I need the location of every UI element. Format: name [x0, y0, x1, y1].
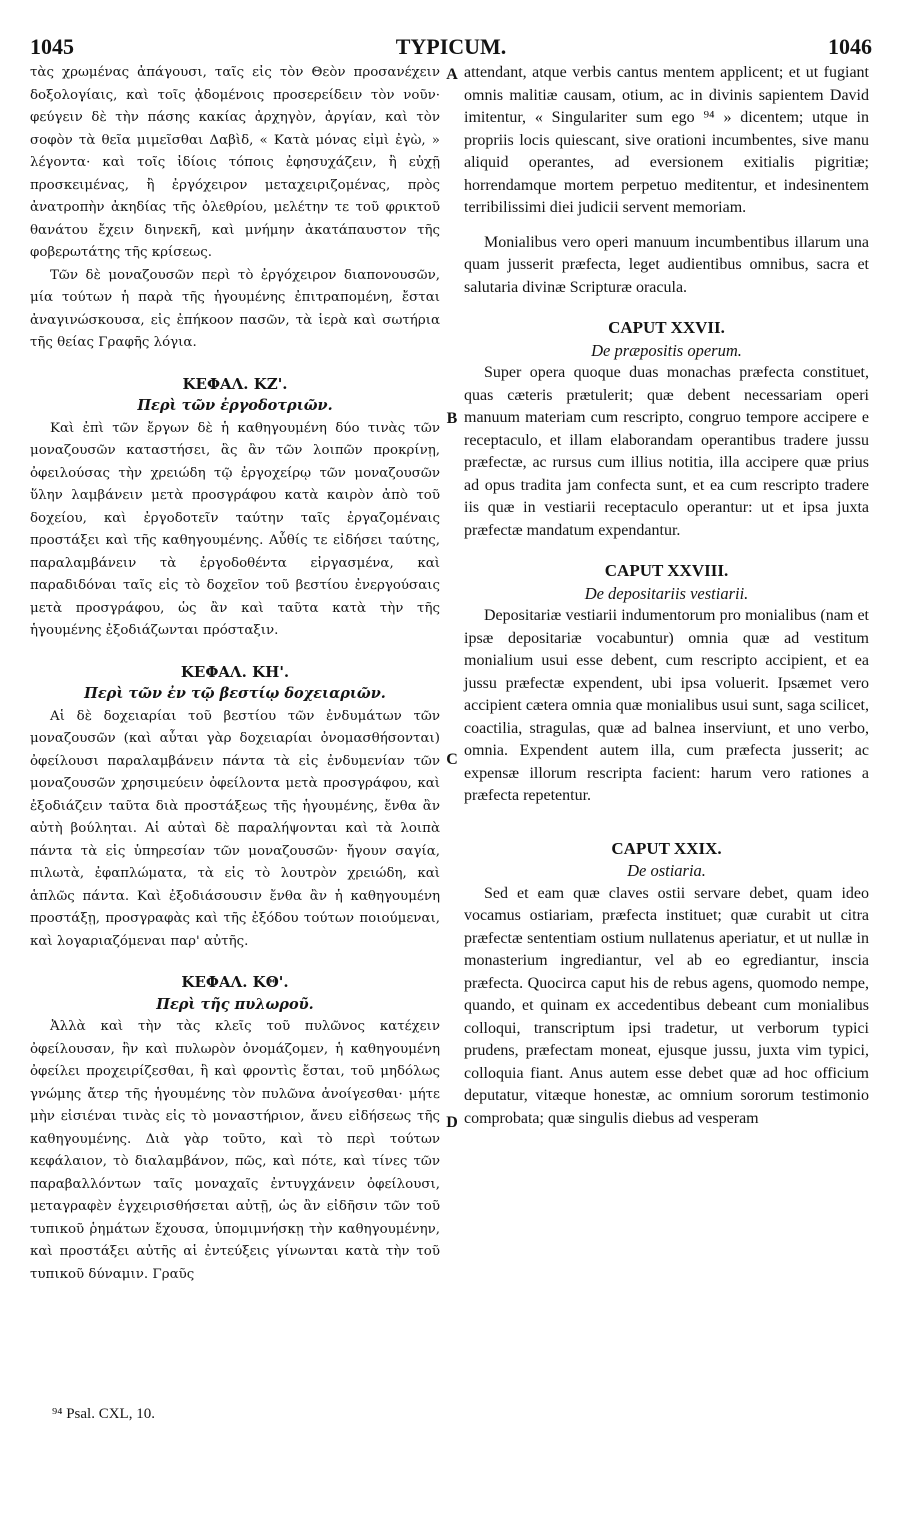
latin-paragraph: Monialibus vero operi manuum incumbentibus illarum una quam jusserit præfecta, leget audientibus omnibus, sacra et salutaria divinæ Scripturæ oracula.: [464, 233, 869, 296]
greek-paragraph: Τῶν δὲ μοναζουσῶν περὶ τὸ ἐργόχειρον διαπονουσῶν, μία τούτων ἡ παρὰ τῆς ἡγουμένης ἐπιτραπομένη, ἔσται ἀναγινώσκουσα, εἰς ἐπήκοον πασῶν, τὰ ἱερὰ καὶ σωτήρια τῆς θείας Γραφῆς λόγια.: [30, 267, 440, 350]
page-number-left: 1045: [30, 34, 74, 59]
latin-paragraph: attendant, atque verbis cantus mentem applicent; et ut fugiant omnis malitiæ causam, otium, ac in divinis sapientem David imitentur, « Singulariter sum ego ⁹⁴ » dicentem; utque in propriis locis quiescant, sive orationi incumbentes, sive manu aliquid operantes, ad eversionem exitialis pigritiæ; horrendamque mortem perpetuo meditentur, et indesinentem terribilissimi diei judicii servent memoriam.: [464, 64, 869, 216]
running-header: [30, 30, 872, 60]
greek-chapter-subtitle: Περὶ τῶν ἐν τῷ βεστίῳ δοχειαριῶν.: [84, 685, 386, 702]
margin-marker: D: [446, 1114, 458, 1131]
latin-paragraph: Super opera quoque duas monachas præfecta constituet, quas cæteris prætulerit; quæ debent necessariam operi manuum materiam cum rescripto, congruo tempore accipere e receptaculo, et illam elaborandam operantibus tradere jussu præfectæ, ac rursus cum illius notitia, illa accipere quæ prius ad opus tradita jam confecta sunt, et ea cum rescripto tradere iis quæ in vestiarii receptaculo operantur: ut et ipsa juxta præfectæ mandatum expendantur.: [464, 364, 869, 539]
greek-paragraph: Καὶ ἐπὶ τῶν ἔργων δὲ ἡ καθηγουμένη δύο τινὰς τῶν μοναζουσῶν καταστήσει, ἃς ἂν τῶν λοιπῶν προκρίνῃ, ὀφειλούσας τὴν χρειώδη τῷ ἐργοχείρῳ τῶν μοναζουσῶν ὕλην λαμβάνειν μετὰ προσγράφου κατὰ καιρὸν ἀπὸ τοῦ δοχείου, καὶ ἐργοδοτεῖν ταύτην ταῖς ἐργαζομέναις προστάξει καὶ τῆς καθηγουμένης. Αὖθίς τε εἰδήσει ταύτης, παραλαμβάνειν τὰ ἐργοδοθέντα εἰργασμένα, καὶ παραδιδόναι ταῖς εἰς τὸ δοχεῖον τοῦ βεστίου ἐνεργούσαις μετὰ προσγράφου, ὡς ἂν καὶ ταῦτα κατὰ τὴν τῆς ἡγουμένης ἐξοδιάζωνται πρόσταξιν.: [30, 420, 440, 638]
footnote: ⁹⁴ Psal. CXL, 10.: [52, 1406, 155, 1422]
greek-paragraph: Αἱ δὲ δοχειαρίαι τοῦ βεστίου τῶν ἐνδυμάτων τῶν μοναζουσῶν (καὶ αὗται γὰρ δοχειαρίαι ὀνομασθήσονται) ὀφείλουσι παραλαμβάνειν πάντα τὰ εἰς ἐνδυμενίαν τῶν μοναζουσῶν χρησιμεύειν ὀφείλοντα μετὰ προσγράφου, καὶ ἐξοδιάζειν ταῦτα διὰ προστάξεως τῆς ἡγουμένης, ἔνθα ἂν αὐτὴ βούληται. Αἱ αὐταὶ δὲ παραλήψονται καὶ τὰ λοιπὰ πάντα τὰ εἰς ὑπηρεσίαν τῶν μοναζουσῶν· ἤγουν σαγία, πιλωτὰ, ἐφαπλώματα, τὰ εἰς τὸ λουτρὸν χρειώδη, καὶ ἁπλῶς πάντα. Καὶ ἐξοδιάσουσιν ἔνθα ἂν ἡ καθηγουμένη προστάξῃ, προσγραφὰς καὶ τῆς ἐξόδου τούτων ποιούμεναι, καὶ λογαριαζόμεναι παρ' αὐτῆς.: [30, 708, 440, 949]
greek-chapter-heading: ΚΕΦΑΛ. ΚΖ'.: [182, 374, 288, 393]
latin-paragraph: Depositariæ vestiarii indumentorum pro monialibus (nam et ipsæ depositariæ vocabuntur) omnia quæ ad vestitum monialium usui esse debent, cum rescripto accipient, et ea jussu præfectæ expendent, ubi ipsa voluerit. Ipsæmet vero accipient cætera omnia quæ monialibus usui sunt, saga scilicet, coactilia, stragulas, quæ ad balnea inserviunt, et uno verbo, omnia. Expendent autem illa, cum præfecta jusserit; ac expensæ illorum rescripta facient: harum vero rationes a præfecta repetentur.: [464, 607, 869, 804]
greek-paragraph: τὰς χρωμένας ἀπάγουσι, ταῖς εἰς τὸν Θεὸν προσανέχειν δοξολογίαις, καὶ τοῖς ᾀδομένοις προσερείδειν τὸν νοῦν· φεύγειν δὲ τὴν πάσης κακίας ἀρχηγὸν, ἀργίαν, καὶ τὸν σοφὸν τὰ θεῖα μιμεῖσθαι Δαβὶδ, « Κατὰ μόνας εἰμὶ ἐγὼ, » λέγοντα· καὶ τοῖς ἰδίοις τόποις ἐφησυχάζειν, ἢ εὐχῇ προσκειμένας, ἢ ἐργόχειρον μεταχειριζομένας, πρὸς ἀνατροπὴν ἀκηδίας τῆς ὀλεθρίου, μελέτην τε τοῦ φρικτοῦ θανάτου ἔχειν διηνεκῆ, καὶ μνήμην ἀκατάπαυστον τῆς φοβερωτάτης τῆς κρίσεως.: [30, 65, 440, 260]
greek-paragraph: Ἀλλὰ καὶ τὴν τὰς κλεῖς τοῦ πυλῶνος κατέχειν ὀφείλουσαν, ἣν καὶ πυλωρὸν ὀνομάζομεν, ἡ καθηγουμένη ὀφείλει προχειρίζεσθαι, ἣ καὶ φροντὶς ἔσται, τοῦ μηδόλως γνώμης ἄτερ τῆς ἡγουμένης τὸν πυλῶνα ἀνοίγεσθαι· μήτε μὴν εἰσιέναι τινὰς εἰς τὸ μοναστήριον, ἄνευ εἰδήσεως τῆς καθηγουμένης. Διὰ γὰρ τοῦτο, καὶ τὸ περὶ τούτων κεφάλαιον, τὸ διαλαμβάνον, πῶς, καὶ πότε, καὶ τίνες τῶν παραβαλλόντων ταῖς μοναχαῖς ἐντυγχάνειν ὀφείλουσι, μεταγραφὲν ἐγχειρισθήσεται αὐτῇ, ὡς ἂν εἰδῆσιν τῶν τοῦ τυπικοῦ ῥημάτων ἔχουσα, ὑπομιμνήσκῃ τὴν καθηγουμένην, καὶ προστάξει αὐτῆς αἱ ἐντεύξεις γίνωνται κατὰ τὴν τοῦ τυπικοῦ δύναμιν. Γραῦς: [30, 1019, 440, 1282]
greek-chapter-subtitle: Περὶ τῆς πυλωροῦ.: [156, 995, 314, 1013]
latin-chapter-subtitle: De ostiaria.: [627, 861, 706, 880]
greek-chapter-heading: ΚΕΦΑΛ. ΚΗ'.: [180, 662, 290, 681]
greek-chapter-heading: ΚΕΦΑΛ. ΚΘ'.: [181, 973, 289, 991]
page-number-right: 1046: [828, 34, 872, 59]
margin-marker: B: [446, 410, 458, 427]
latin-chapter-heading: CAPUT XXVII.: [608, 318, 725, 337]
greek-chapter-subtitle: Περὶ τῶν ἐργοδοτριῶν.: [137, 397, 333, 414]
margin-marker: C: [446, 751, 458, 768]
latin-paragraph: Sed et eam quæ claves ostii servare debet, quam ideo vocamus ostiariam, præfecta instituet; quæ curabit ut citra præfectæ sententiam ostium nullatenus aperiatur, et ut nullæ in monasterium ingrediantur, vel ab eo egrediantur, inscia præfecta. Quocirca caput his de rebus agens, quomodo nempe, quando, et quinam ex accedentibus debeant cum monialibus colloqui, transcriptum ipsi tradetur, ut verborum typici prudens, præfectam moneat, ejusque jussu, juxta vim typici, colloquia fiant. Anus autem esse debet quæ ad hoc officium deputatur, vitæque honestæ, ac omnium sororum testimonio comprobata; quæ singulis diebus ad vesperam: [464, 884, 869, 1127]
greek-column: [30, 62, 440, 1286]
running-title: TYPICUM.: [395, 34, 507, 59]
margin-marker: A: [446, 66, 458, 83]
latin-chapter-subtitle: De depositariis vestiarii.: [584, 583, 749, 603]
latin-column: [464, 62, 869, 1130]
latin-chapter-subtitle: De præpositis operum.: [591, 340, 742, 360]
latin-chapter-heading: CAPUT XXVIII.: [604, 561, 729, 580]
latin-chapter-heading: CAPUT XXIX.: [611, 838, 722, 858]
